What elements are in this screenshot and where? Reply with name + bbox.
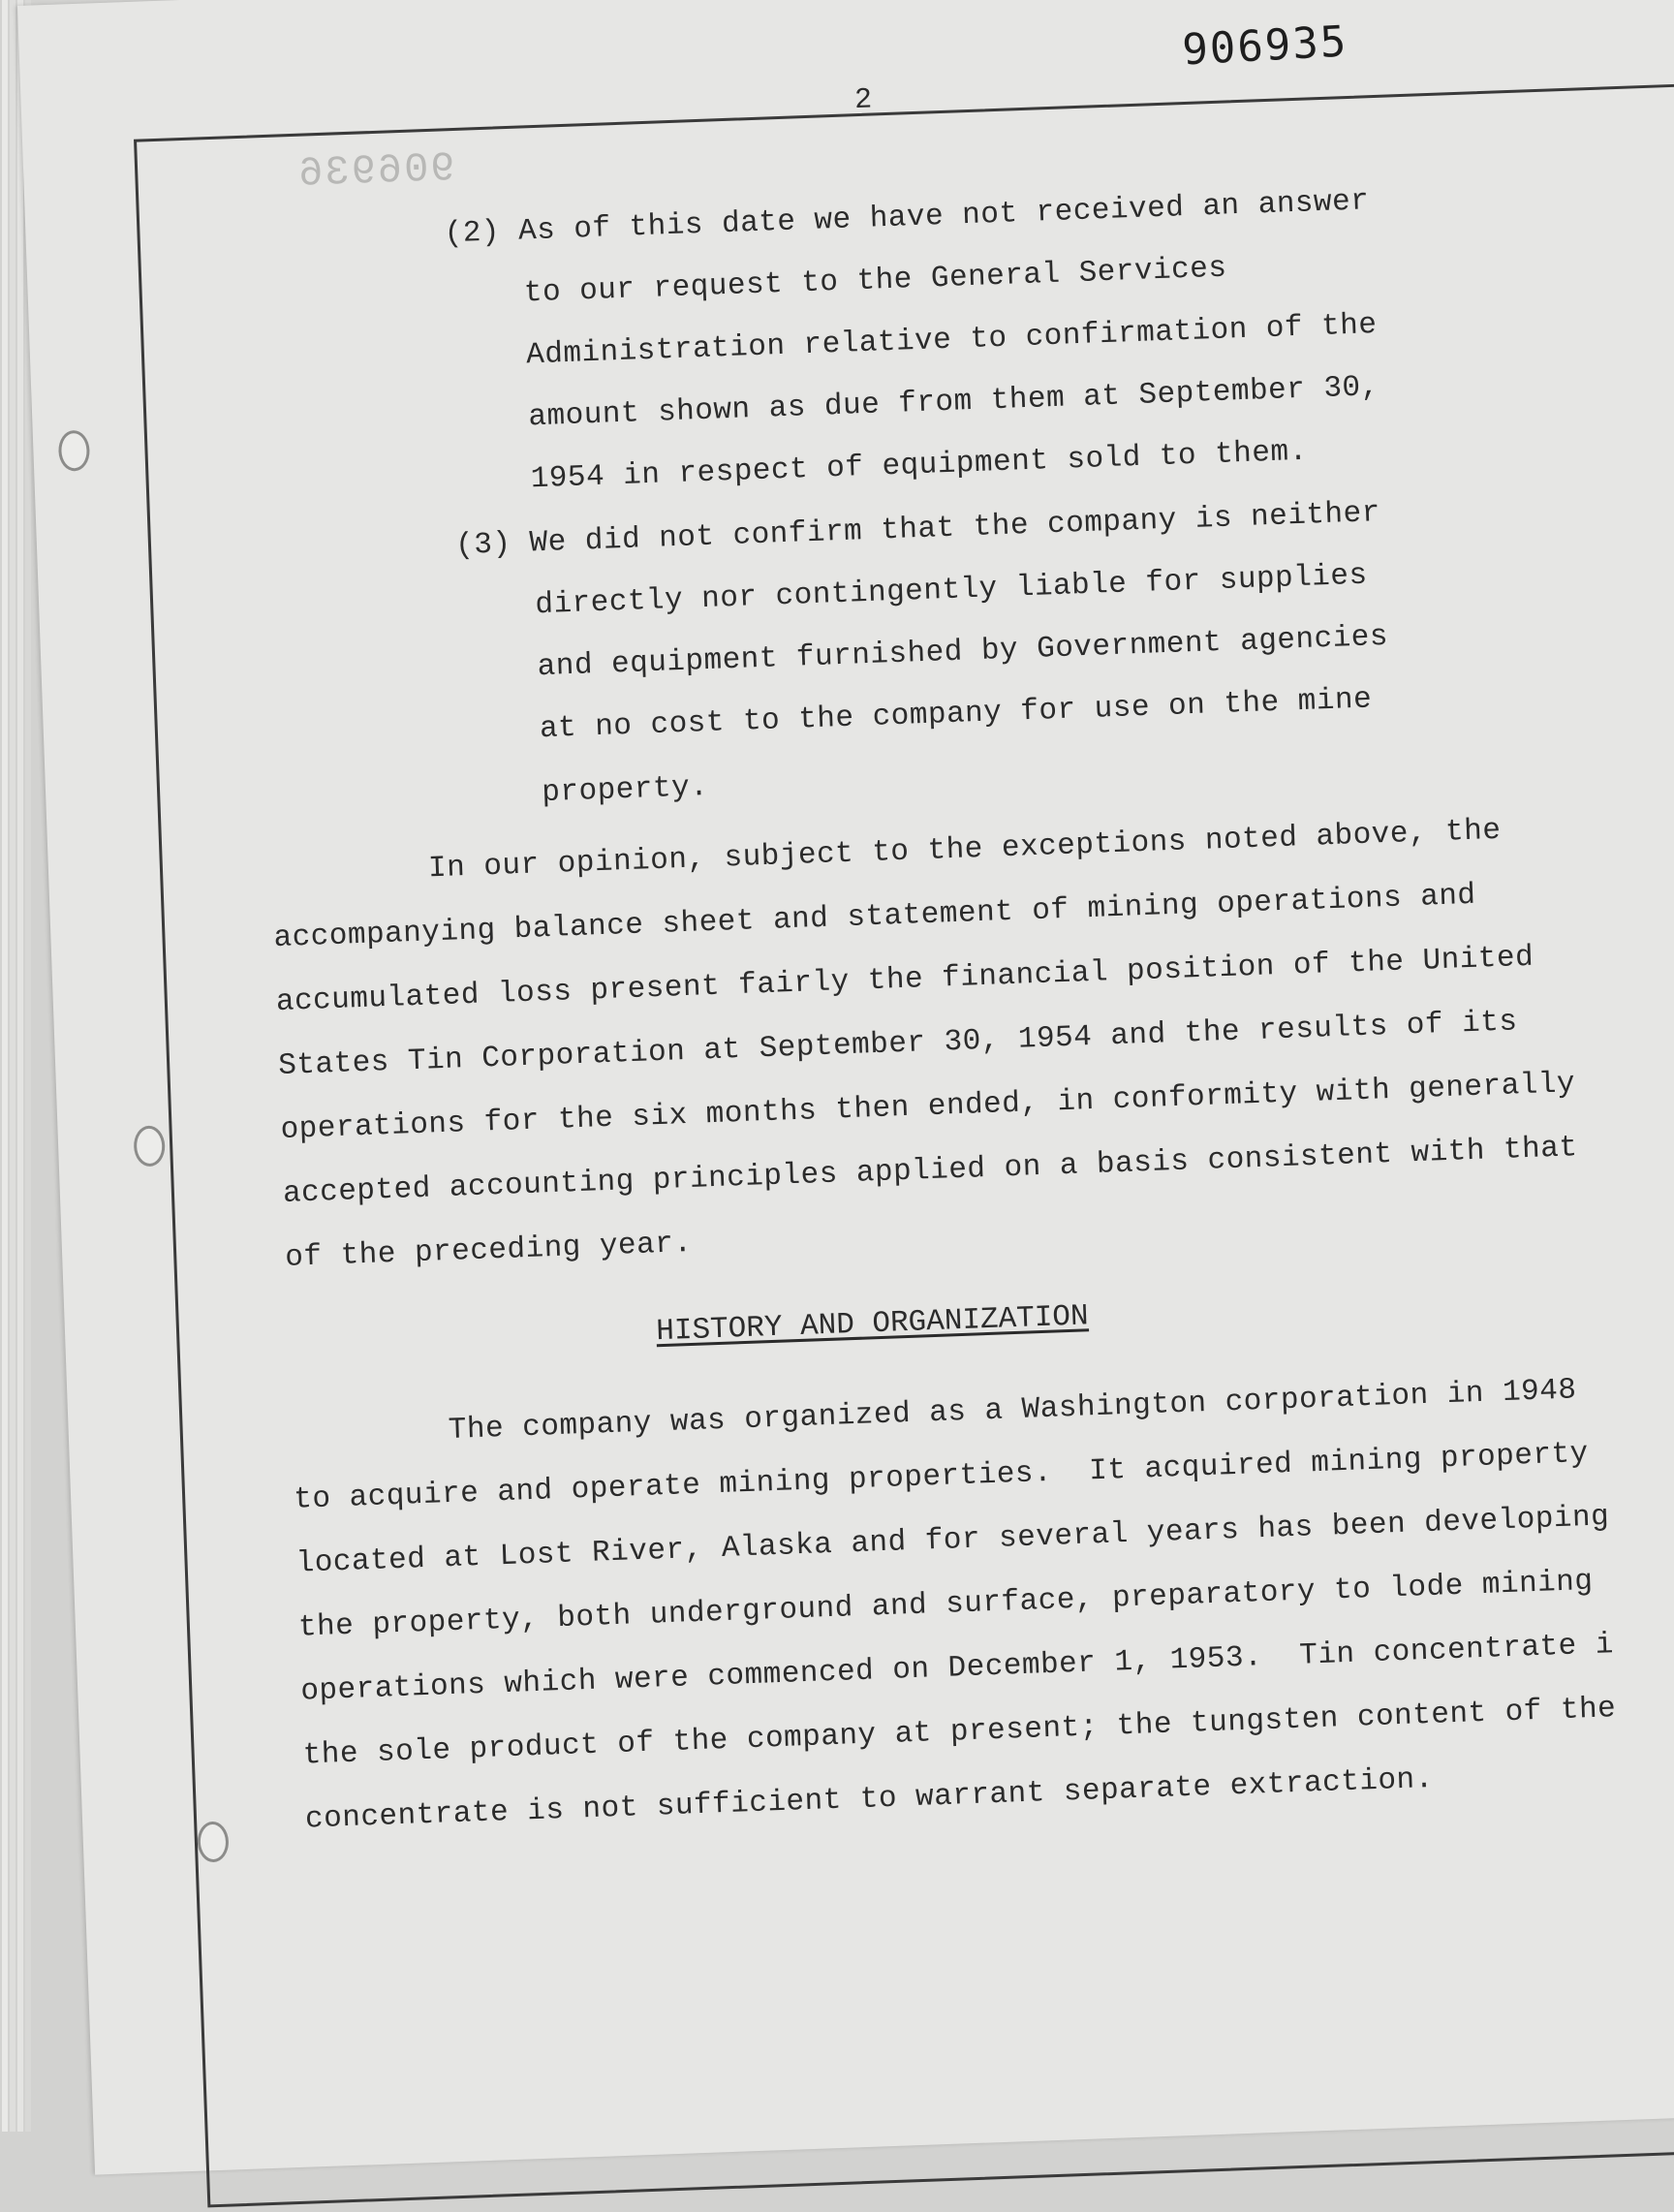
page-number: 2 [853,83,873,118]
punch-hole [133,1125,165,1167]
history-line: the sole product of the company at present; the tungsten content of the [302,1692,1617,1773]
opinion-line: operations for the six months then ended, in conformity with generally [280,1067,1576,1148]
item-2-line: Administration relative to confirmation of the [525,308,1379,373]
history-line: The company was organized as a Washington corporation in 1948 [448,1373,1578,1449]
item-2-line: 1954 in respect of equipment sold to them. [530,434,1309,497]
item-2-line: (2) As of this date we have not received an answer [444,184,1370,252]
item-2-line: to our request to the General Services [523,251,1228,311]
history-line: the property, both underground and surface, preparatory to lode mining [297,1564,1595,1645]
opinion-line: accumulated loss present fairly the financial position of the United [275,940,1534,1020]
item-3-line: directly nor contingently liable for supplies [534,558,1369,623]
history-line: operations which were commenced on December 1, 1953. Tin concentrate i [299,1628,1615,1709]
item-3-line: property. [541,770,709,811]
punch-hole [58,430,90,472]
history-line: to acquire and operate mining properties. It acquired mining property [293,1436,1590,1517]
history-line: concentrate is not sufficient to warrant separate extraction. [304,1761,1435,1837]
item-3-line: (3) We did not confirm that the company is neither [454,496,1381,564]
section-heading: HISTORY AND ORGANIZATION [655,1299,1090,1350]
opinion-line: In our opinion, subject to the exceptions noted above, the [427,813,1503,887]
document-stamp-number: 906935 [1181,16,1349,76]
item-3-line: at no cost to the company for use on the mine [539,682,1373,747]
history-line: located at Lost River, Alaska and for several years has been developing [295,1500,1610,1581]
page-edge [10,0,16,2132]
opinion-line: States Tin Corporation at September 30, 1954 and the results of its [277,1005,1519,1084]
item-2-line: amount shown as due from them at September 30, [527,369,1380,435]
opinion-line: accepted accounting principles applied on a basis consistent with that [282,1131,1579,1211]
bleed-through-stamp: 906936 [295,144,456,198]
opinion-line: of the preceding year. [284,1226,694,1275]
page-edge [2,0,8,2132]
document-page [17,0,1674,2175]
opinion-line: accompanying balance sheet and statement of mining operations and [272,878,1477,956]
page-edge [17,0,23,2132]
item-3-line: and equipment furnished by Government agencies [537,619,1389,685]
